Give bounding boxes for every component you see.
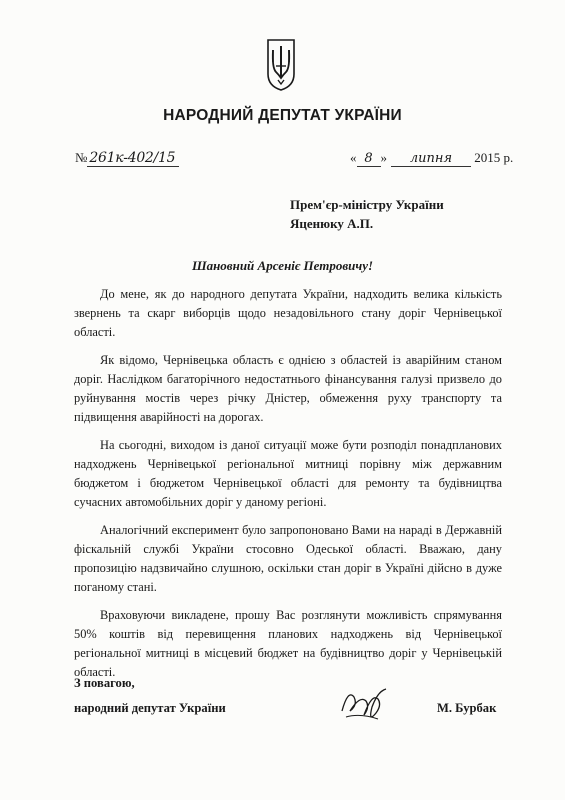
date-close-quote: » <box>380 150 387 165</box>
closing-regards: З повагою, <box>74 676 135 690</box>
paragraph: Враховуючи викладене, прошу Вас розглянути можливість спрямування 50% коштів від перевищення планових надходжень від Чернівецької регіональної митниці в місцевий бюджет на будівництво доріг у Чернівецькій області. <box>74 608 502 679</box>
registration-date <box>350 150 513 167</box>
paragraph: Як відомо, Чернівецька область є однією з областей із аварійним станом доріг. Наслідком багаторічного недостатнього фінансування галузі призвело до руйнування мостів через річку Дністер, обмеження руху транспорту та підвищення аварійності на дорогах. <box>74 353 502 424</box>
number-sign: № <box>75 150 88 165</box>
date-day: 8 <box>364 151 373 166</box>
letter-body <box>74 285 502 691</box>
handwritten-signature <box>338 681 390 725</box>
closing-title: народний депутат України <box>74 701 226 715</box>
signer-name: М. Бурбак <box>437 701 497 715</box>
paragraph: Аналогічний експеримент було запропоновано Вами на нараді в Державній фіскальній службі України стосовно Одеської області. Вважаю, дану пропозицію надзвичайно слушною, оскільки стан доріг в Україні дійсно в дуже поганому стані. <box>74 523 502 594</box>
date-year: 2015 р. <box>474 150 514 165</box>
letterhead-title: НАРОДНИЙ ДЕПУТАТ УКРАЇНИ <box>163 107 402 124</box>
date-month: липня <box>409 151 453 166</box>
trident-coat-of-arms-icon <box>266 38 296 92</box>
registration-number <box>75 150 179 167</box>
number-value: 261к-402/15 <box>89 150 176 166</box>
greeting: Шановний Арсеніє Петровичу! <box>191 258 374 273</box>
paragraph: На сьогодні, виходом із даної ситуації може бути розподіл понадпланових надходжень Чернівецької регіональної митниці порівну між державним бюджетом і бюджетом Чернівецької області для ремонту та будівництва сучасних автомобільних доріг у даному регіоні. <box>74 438 502 509</box>
addressee-block <box>290 195 444 233</box>
addressee-name: Яценюку А.П. <box>290 216 374 231</box>
paragraph: До мене, як до народного депутата України, надходить велика кількість звернень та скарг виборців щодо незадовільного стану доріг Чернівецької області. <box>74 287 502 339</box>
addressee-position: Прем'єр-міністру України <box>290 197 444 212</box>
date-open-quote: « <box>350 150 357 165</box>
